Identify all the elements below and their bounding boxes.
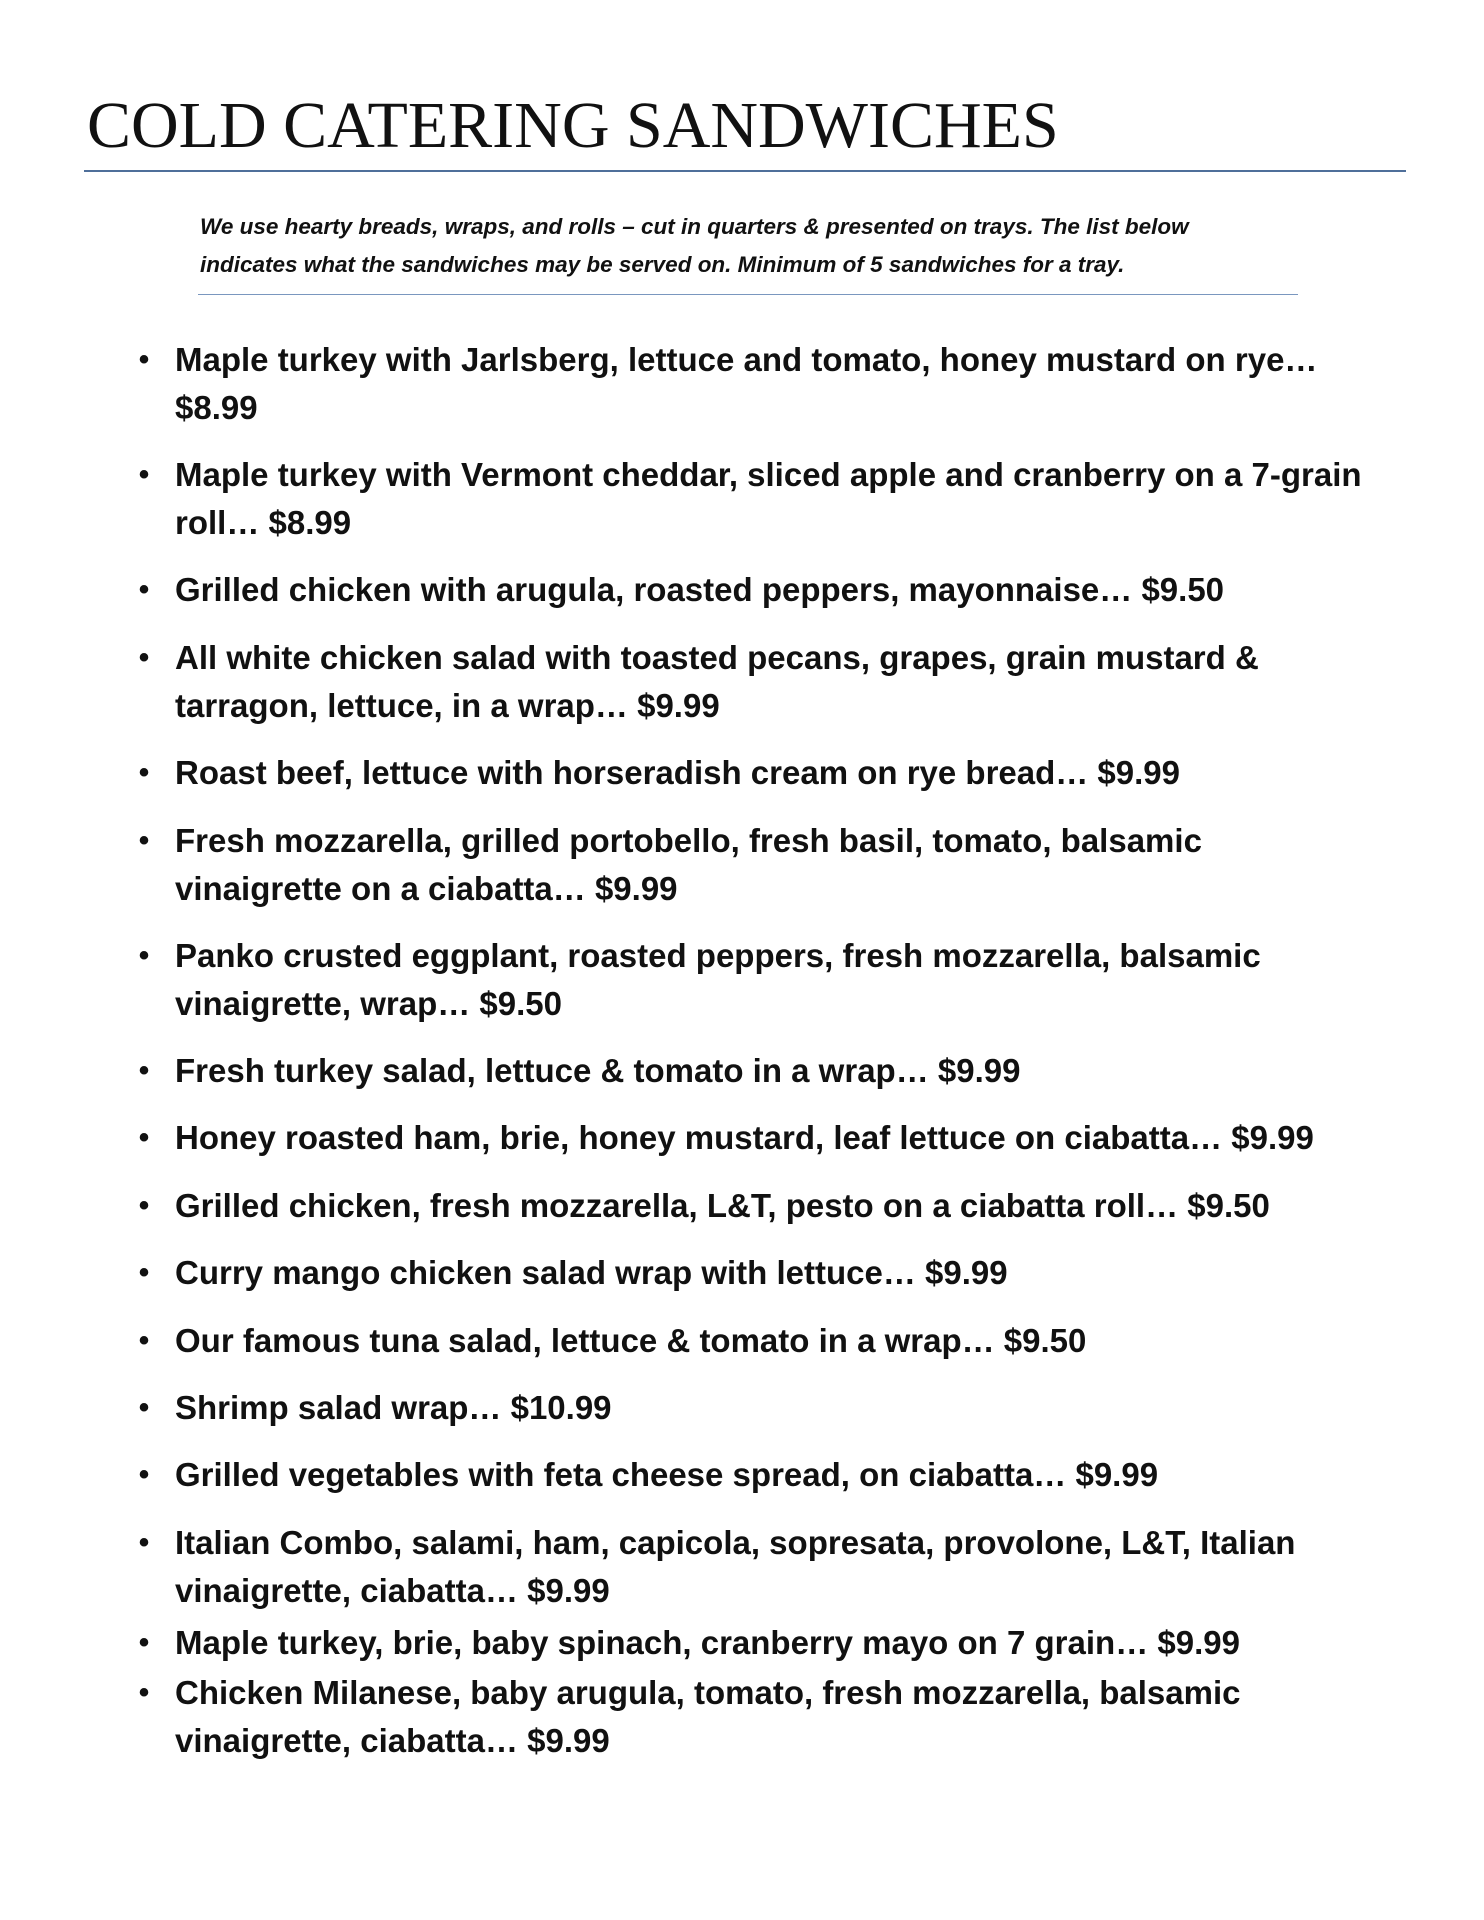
bullet-icon: • xyxy=(138,1458,150,1491)
menu-item-text: Shrimp salad wrap… $10.99 xyxy=(175,1389,612,1426)
list-item xyxy=(138,817,1375,913)
bullet-icon: • xyxy=(138,1526,150,1559)
list-item xyxy=(138,1182,1375,1230)
list-item xyxy=(138,1249,1375,1297)
bullet-icon: • xyxy=(138,641,150,674)
bullet-icon: • xyxy=(138,458,150,491)
menu-item-text: Our famous tuna salad, lettuce & tomato in a wrap… $9.50 xyxy=(175,1322,1087,1359)
menu-item-text: Maple turkey, brie, baby spinach, cranberry mayo on 7 grain… $9.99 xyxy=(175,1624,1240,1661)
list-item xyxy=(138,336,1375,432)
list-item xyxy=(138,1047,1375,1095)
list-item xyxy=(138,1317,1375,1365)
list-item xyxy=(138,1619,1375,1667)
intro-text: We use hearty breads, wraps, and rolls – cut in quarters & presented on trays. The list below indicates what the sandwiches may be served on. Minimum of 5 sandwiches for a tray. xyxy=(200,214,1189,277)
list-item xyxy=(138,451,1375,547)
bullet-icon: • xyxy=(138,573,150,606)
intro-divider xyxy=(198,294,1298,295)
bullet-icon: • xyxy=(138,1626,150,1659)
menu-item-text: Fresh turkey salad, lettuce & tomato in a wrap… $9.99 xyxy=(175,1052,1021,1089)
page-title: COLD CATERING SANDWICHES xyxy=(87,89,1059,162)
bullet-icon: • xyxy=(138,1256,150,1289)
menu-item-text: Roast beef, lettuce with horseradish cream on rye bread… $9.99 xyxy=(175,754,1181,791)
menu-item-text: Grilled chicken, fresh mozzarella, L&T, pesto on a ciabatta roll… $9.50 xyxy=(175,1187,1270,1224)
bullet-icon: • xyxy=(138,939,150,972)
list-item xyxy=(138,749,1375,797)
menu-item-text: Italian Combo, salami, ham, capicola, sopresata, provolone, L&T, Italian vinaigrette, ciabatta… $9.99 xyxy=(175,1524,1296,1609)
list-item xyxy=(138,566,1375,614)
bullet-icon: • xyxy=(138,1324,150,1357)
bullet-icon: • xyxy=(138,1121,150,1154)
title-divider xyxy=(84,170,1406,172)
bullet-icon: • xyxy=(138,1189,150,1222)
list-item xyxy=(138,1669,1375,1765)
menu-item-text: Panko crusted eggplant, roasted peppers, fresh mozzarella, balsamic vinaigrette, wrap… $9.50 xyxy=(175,937,1261,1022)
list-item xyxy=(138,634,1375,730)
list-item xyxy=(138,1114,1375,1162)
menu-item-text: Grilled vegetables with feta cheese spread, on ciabatta… $9.99 xyxy=(175,1456,1159,1493)
menu-item-text: Grilled chicken with arugula, roasted peppers, mayonnaise… $9.50 xyxy=(175,571,1225,608)
menu-item-text: All white chicken salad with toasted pecans, grapes, grain mustard & tarragon, lettuce, in a wrap… $9.99 xyxy=(175,639,1259,724)
list-item xyxy=(138,932,1375,1028)
list-item xyxy=(138,1384,1375,1432)
bullet-icon: • xyxy=(138,1391,150,1424)
bullet-icon: • xyxy=(138,1676,150,1709)
menu-item-text: Honey roasted ham, brie, honey mustard, leaf lettuce on ciabatta… $9.99 xyxy=(175,1119,1314,1156)
bullet-icon: • xyxy=(138,343,150,376)
bullet-icon: • xyxy=(138,824,150,857)
menu-item-text: Maple turkey with Jarlsberg, lettuce and tomato, honey mustard on rye… $8.99 xyxy=(175,341,1318,426)
bullet-icon: • xyxy=(138,756,150,789)
list-item xyxy=(138,1519,1375,1615)
menu-item-text: Maple turkey with Vermont cheddar, sliced apple and cranberry on a 7-grain roll… $8.99 xyxy=(175,456,1362,541)
menu-item-text: Curry mango chicken salad wrap with lettuce… $9.99 xyxy=(175,1254,1008,1291)
list-item xyxy=(138,1451,1375,1499)
bullet-icon: • xyxy=(138,1054,150,1087)
menu-item-text: Chicken Milanese, baby arugula, tomato, fresh mozzarella, balsamic vinaigrette, ciabatta… $9.99 xyxy=(175,1674,1241,1759)
menu-item-text: Fresh mozzarella, grilled portobello, fresh basil, tomato, balsamic vinaigrette on a ciabatta… $9.99 xyxy=(175,822,1202,907)
